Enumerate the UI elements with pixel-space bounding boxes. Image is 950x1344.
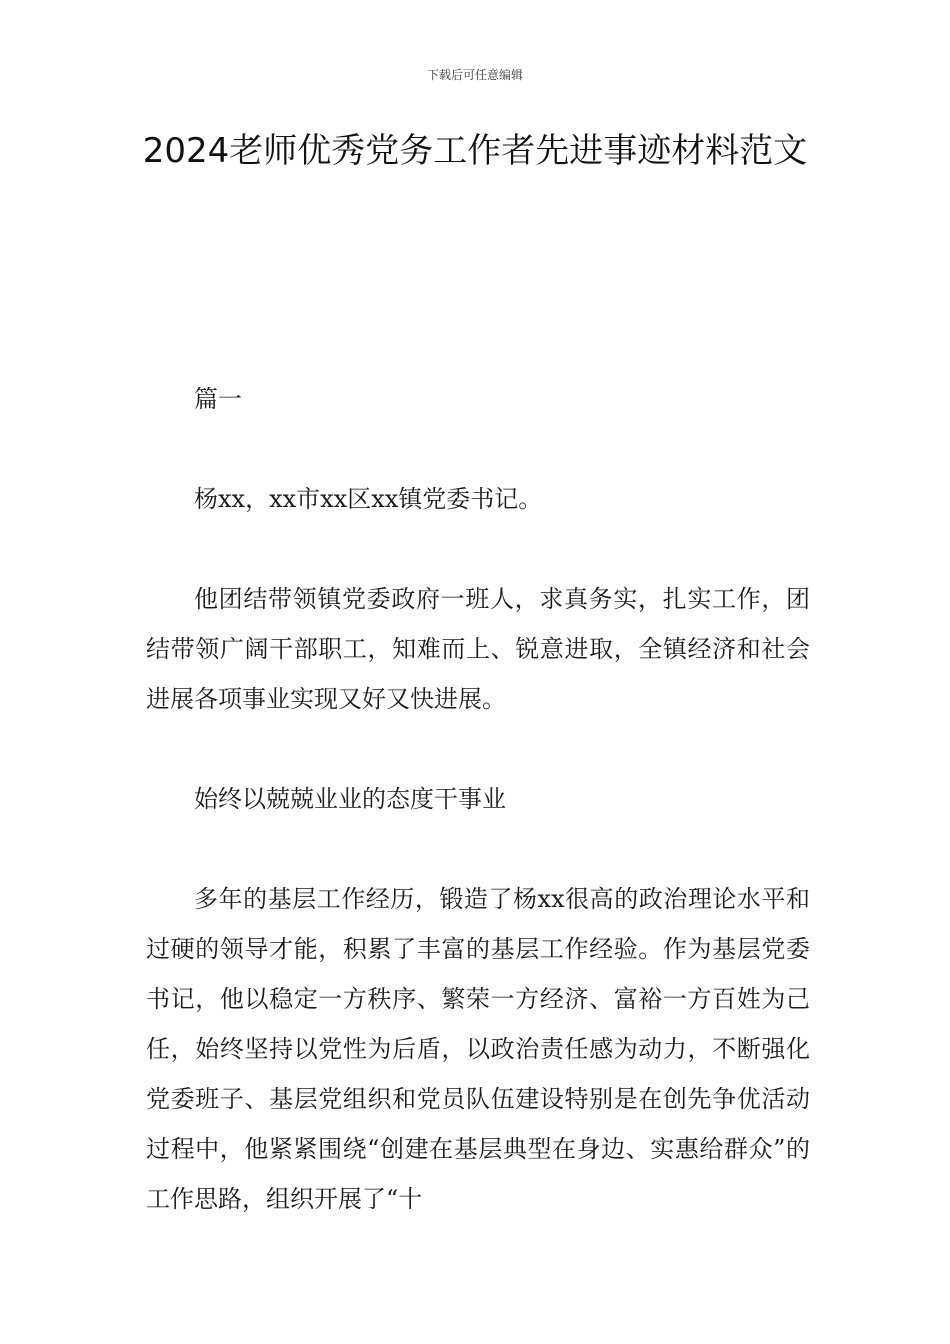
- paragraph-intro: 杨xx，xx市xx区xx镇党委书记。: [194, 485, 543, 513]
- paragraph-section-label: 篇一: [194, 385, 242, 413]
- header-note: 下载后可任意编辑: [426, 68, 523, 82]
- paragraph-leadership: 他团结带领镇党委政府一班人，求真务实，扎实工作，团结带领广阔干部职工，知难而上、锐意进取，全镇经济和社会进展各项事业实现又好又快进展。: [146, 585, 810, 713]
- document-title: 2024老师优秀党务工作者先进事迹材料范文: [142, 131, 808, 171]
- paragraph-experience: 多年的基层工作经历，锻造了杨xx很高的政治理论水平和过硬的领导才能，积累了丰富的基层工作经验。作为基层党委书记，他以稳定一方秩序、繁荣一方经济、富裕一方百姓为己任，始终坚持以党性为后盾，以政治责任感为动力，不断强化党委班子、基层党组织和党员队伍建设特别是在创先争优活动过程中，他紧紧围绕“创建在基层典型在身边、实惠给群众”的工作思路，组织开展了“十: [146, 885, 810, 1213]
- document-body: [146, 374, 810, 1224]
- paragraph-subheading: 始终以兢兢业业的态度干事业: [194, 785, 506, 813]
